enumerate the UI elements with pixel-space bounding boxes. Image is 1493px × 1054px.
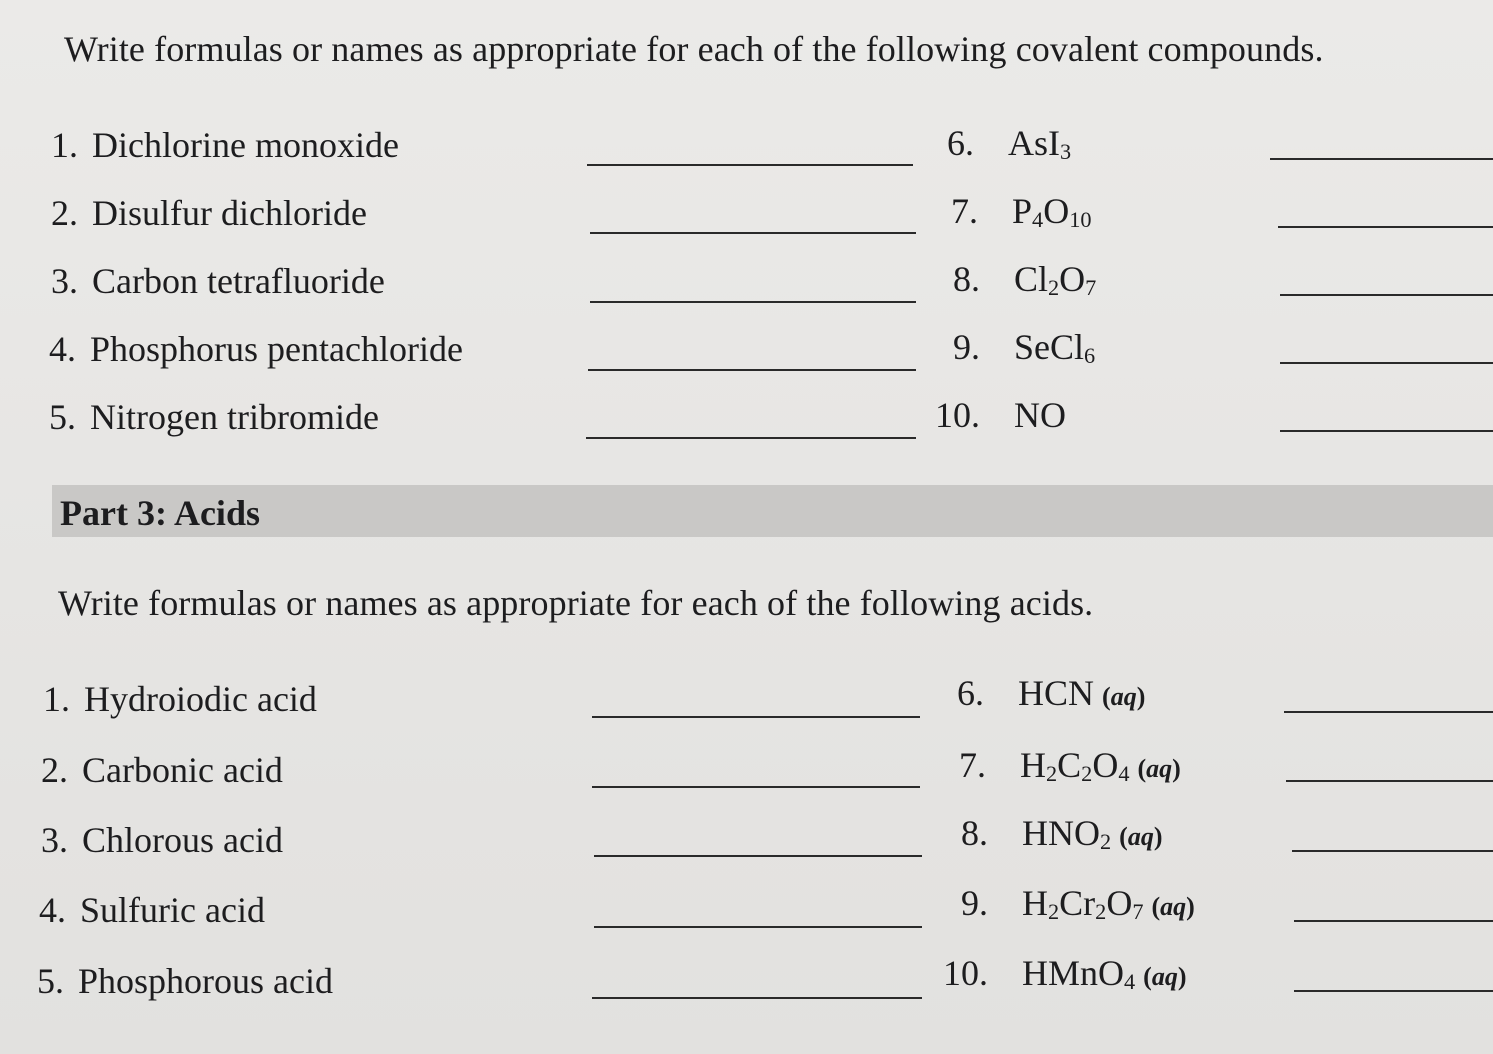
answer-blank[interactable] xyxy=(1280,362,1493,364)
part2-item-5 xyxy=(14,396,379,438)
item-number: 3. xyxy=(51,261,78,301)
item-text: Phosphorus pentachloride xyxy=(90,329,463,369)
part3-item-3 xyxy=(6,819,283,861)
item-text: Carbonic acid xyxy=(82,750,283,790)
item-number: 2. xyxy=(51,193,78,233)
answer-blank[interactable] xyxy=(594,855,922,857)
part3-item-6 xyxy=(922,672,1145,714)
item-number: 7. xyxy=(959,745,986,785)
item-number: 6. xyxy=(947,123,974,163)
part3-item-5 xyxy=(2,960,333,1002)
item-number: 10. xyxy=(943,953,988,993)
part3-item-1 xyxy=(8,678,317,720)
item-number: 5. xyxy=(49,397,76,437)
item-number: 9. xyxy=(961,883,988,923)
answer-blank[interactable] xyxy=(586,437,916,439)
item-text: Sulfuric acid xyxy=(80,890,265,930)
part3-item-9 xyxy=(926,882,1195,924)
part2-item-1 xyxy=(16,124,399,166)
answer-blank[interactable] xyxy=(587,164,913,166)
part3-item-7 xyxy=(924,744,1181,786)
item-number: 6. xyxy=(957,673,984,713)
answer-blank[interactable] xyxy=(592,997,922,999)
item-formula: SeCl$_6$ xyxy=(1014,327,1096,369)
answer-blank[interactable] xyxy=(1280,430,1493,432)
answer-blank[interactable] xyxy=(590,232,916,234)
item-text: Carbon tetrafluoride xyxy=(92,261,385,301)
part3-item-4 xyxy=(4,889,265,931)
item-number: 5. xyxy=(37,961,64,1001)
part3-item-8 xyxy=(926,812,1163,854)
answer-blank[interactable] xyxy=(592,716,920,718)
state-label: (aq) xyxy=(1102,682,1146,711)
item-number: 7. xyxy=(951,191,978,231)
part2-instructions: Write formulas or names as appropriate for each of the following covalent compounds. xyxy=(64,29,1324,69)
answer-blank[interactable] xyxy=(590,301,916,303)
item-formula: AsI$_3$ xyxy=(1008,123,1072,165)
item-number: 4. xyxy=(49,329,76,369)
part2-item-6 xyxy=(912,122,1071,164)
answer-blank[interactable] xyxy=(588,369,916,371)
state-label: (aq) xyxy=(1151,892,1195,921)
item-text: Disulfur dichloride xyxy=(92,193,367,233)
answer-blank[interactable] xyxy=(594,926,922,928)
item-formula: $H_2C_2O_4$ xyxy=(1020,745,1130,787)
answer-blank[interactable] xyxy=(1284,711,1493,713)
item-text: Dichlorine monoxide xyxy=(92,125,399,165)
item-text: Hydroiodic acid xyxy=(84,679,317,719)
state-label: (aq) xyxy=(1143,962,1187,991)
part2-item-9 xyxy=(918,326,1095,368)
part2-item-7 xyxy=(916,190,1092,232)
item-formula: $HNO_2$ xyxy=(1022,813,1112,855)
item-text: Phosphorous acid xyxy=(78,961,333,1001)
item-formula: $Cl_2O_7$ xyxy=(1014,259,1097,301)
answer-blank[interactable] xyxy=(1286,780,1493,782)
item-text: Chlorous acid xyxy=(82,820,283,860)
state-label: (aq) xyxy=(1137,754,1181,783)
state-label: (aq) xyxy=(1119,822,1163,851)
item-text: Nitrogen tribromide xyxy=(90,397,379,437)
item-number: 3. xyxy=(41,820,68,860)
item-number: 1. xyxy=(51,125,78,165)
part3-item-2 xyxy=(6,749,283,791)
item-number: 4. xyxy=(39,890,66,930)
part3-instructions: Write formulas or names as appropriate for each of the following acids. xyxy=(58,583,1094,623)
part3-item-10 xyxy=(926,952,1187,994)
part2-item-8 xyxy=(918,258,1096,300)
answer-blank[interactable] xyxy=(1270,158,1493,160)
item-number: 2. xyxy=(41,750,68,790)
item-number: 9. xyxy=(953,327,980,367)
section-header-bar xyxy=(52,485,1493,537)
item-number: 8. xyxy=(961,813,988,853)
item-number: 8. xyxy=(953,259,980,299)
answer-blank[interactable] xyxy=(592,786,920,788)
item-formula: NO xyxy=(1014,395,1066,435)
part2-item-10 xyxy=(918,394,1066,436)
answer-blank[interactable] xyxy=(1280,294,1493,296)
answer-blank[interactable] xyxy=(1292,850,1493,852)
answer-blank[interactable] xyxy=(1294,990,1493,992)
answer-blank[interactable] xyxy=(1294,920,1493,922)
item-formula: $P_4O_{10}$ xyxy=(1012,191,1092,233)
section-title: Part 3: Acids xyxy=(60,493,260,533)
item-formula: HMnO$_4$ xyxy=(1022,953,1136,995)
part2-item-4 xyxy=(14,328,463,370)
item-number: 10. xyxy=(935,395,980,435)
part2-item-2 xyxy=(16,192,367,234)
item-number: 1. xyxy=(43,679,70,719)
item-formula: HCN xyxy=(1018,673,1095,713)
item-formula: $H_2Cr_2O_7$ xyxy=(1022,883,1144,925)
answer-blank[interactable] xyxy=(1278,226,1493,228)
part2-item-3 xyxy=(16,260,385,302)
